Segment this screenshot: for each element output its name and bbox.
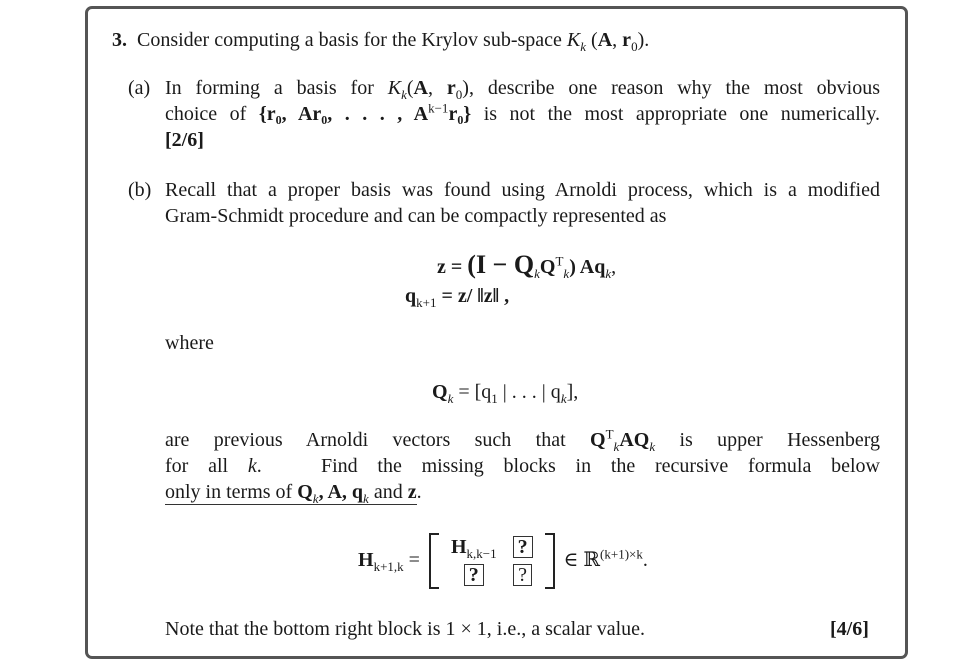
math: k xyxy=(247,455,257,477)
equation-q xyxy=(405,284,509,308)
math: ∈ ℝ xyxy=(563,549,601,571)
math: , A, q xyxy=(318,481,364,503)
math: H xyxy=(450,536,467,559)
math: z xyxy=(407,481,417,503)
paren: ). xyxy=(637,29,650,51)
math: z = xyxy=(437,256,468,278)
text: choice of xyxy=(165,103,247,125)
equation-z: $z = (I - Q_kQ^T_k)$ $Aq_k$, xyxy=(437,250,617,281)
part-b-line5: only in terms of $Q_k$, A, $q_k$ and z. xyxy=(165,481,422,506)
math: {r₀, Ar₀, . . . , A xyxy=(258,103,429,125)
part-b-label: (b) xyxy=(128,179,152,201)
part-a-line1: In forming a basis for $K_k(A$, $r_0$), describe one reason why the most obvious xyxy=(165,77,880,102)
sub: k xyxy=(563,266,570,281)
math: q xyxy=(405,285,417,307)
math: H xyxy=(358,549,374,571)
text: only in terms of xyxy=(165,481,293,503)
note-text: Note that the bottom right block is 1 × 1, i.e., a scalar value. xyxy=(165,618,646,640)
underlined-constraint xyxy=(165,481,417,505)
text: In forming a basis for xyxy=(165,77,374,99)
part-b-line4: for all k. Find the missing blocks in the recursive formula below xyxy=(165,455,880,477)
sub: k xyxy=(534,266,540,281)
where-text: where xyxy=(165,332,214,354)
sup: (k+1)×k xyxy=(600,546,643,562)
part-b-marks: [4/6] xyxy=(830,618,869,640)
math: r xyxy=(622,29,632,51)
sub: k+1,k xyxy=(373,559,404,574)
math: Q xyxy=(297,481,313,503)
math: A xyxy=(413,77,428,99)
sub: k xyxy=(447,391,454,406)
math: ], xyxy=(566,381,579,403)
krylov-symbol: K xyxy=(566,29,581,51)
sub: k xyxy=(401,87,407,102)
sub: 0 xyxy=(631,39,638,54)
math: = z/ ‖z‖ , xyxy=(436,285,510,307)
sub: k xyxy=(605,266,612,281)
part-a-line2 xyxy=(165,102,880,126)
text: are previous Arnoldi vectors such that xyxy=(165,429,566,451)
krylov-symbol: K xyxy=(387,77,402,99)
text: is not the most appropriate one numerically. xyxy=(483,103,881,125)
part-a-label: (a) xyxy=(128,77,151,99)
math: , xyxy=(612,29,623,51)
math: (I − Q xyxy=(467,250,535,279)
unknown-scalar-bottom-right: ? xyxy=(513,564,532,586)
paren: ( xyxy=(591,29,598,51)
sub: k xyxy=(363,491,369,506)
vector-set xyxy=(258,100,472,125)
math: = xyxy=(403,549,425,571)
math: r₀} xyxy=(448,103,472,125)
math: = [q xyxy=(453,381,492,403)
math: | . . . | q xyxy=(497,381,561,403)
unknown-block-top-right: ? xyxy=(513,536,533,558)
question-number: 3. xyxy=(112,29,127,51)
math: r xyxy=(446,77,456,99)
part-b-line1: Recall that a proper basis was found using Arnoldi process, which is a modified xyxy=(165,179,880,201)
part-a-marks: [2/6] xyxy=(165,129,204,151)
sub: k+1 xyxy=(416,295,437,310)
hessenberg-equation: $H_{k+1,k}$ = $H_{k,k-1}$ ? ? ? ∈ ℝ$^{(k+1)\times k}$. xyxy=(358,528,648,592)
sub: k xyxy=(560,391,567,406)
math: ) Aq xyxy=(569,256,606,278)
block-matrix xyxy=(429,533,555,589)
math: A xyxy=(597,29,613,51)
sub: 1 xyxy=(491,391,498,406)
sub: k xyxy=(580,39,587,54)
text: is upper Hessenberg xyxy=(679,429,881,451)
part-b-line3 xyxy=(165,428,880,452)
equation-Qk xyxy=(432,380,578,404)
math: Q xyxy=(432,381,448,403)
part-b-line2: Gram-Schmidt procedure and can be compactly represented as xyxy=(165,205,667,227)
sub: k xyxy=(312,491,319,506)
intro-text: Consider computing a basis for the Krylov sub-space xyxy=(137,29,562,51)
sup: T xyxy=(555,253,564,269)
text: Find the missing blocks in the recursive formula below xyxy=(320,455,880,477)
question-intro xyxy=(112,28,649,52)
math-QtAQ: $Q^T_kAQ_k$ xyxy=(590,426,656,454)
text: , describe one reason why the most obvious xyxy=(468,77,880,99)
sup: k−1 xyxy=(428,100,449,116)
sub: k,k−1 xyxy=(466,546,497,562)
unknown-block-bottom-left: ? xyxy=(464,564,484,586)
sub: 0 xyxy=(455,87,463,102)
text: and xyxy=(368,481,408,503)
text: for all xyxy=(165,455,229,477)
